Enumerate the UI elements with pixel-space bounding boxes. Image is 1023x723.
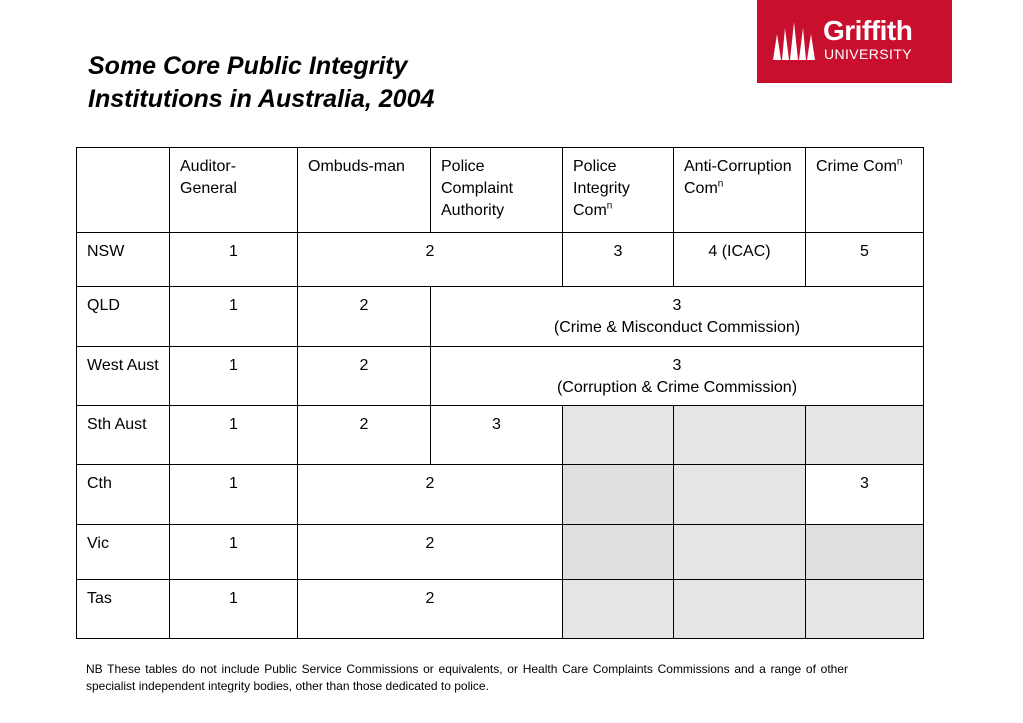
header-label: Police Integrity Com bbox=[573, 158, 630, 219]
table-cell: 4 (ICAC) bbox=[674, 233, 806, 287]
empty-shaded-cell bbox=[674, 525, 806, 580]
header-corner-cell bbox=[77, 148, 170, 233]
footnote: NB These tables do not include Public Service Commissions or equivalents, or Health Care Complaints Commissions and a range of other specialist independent integrity bodies, other than those dedicated to police. bbox=[86, 662, 848, 693]
header-ombudsman: Ombuds-man bbox=[298, 148, 431, 233]
row-label-nsw: NSW bbox=[77, 233, 170, 287]
integrity-institutions-table bbox=[76, 147, 924, 639]
empty-shaded-cell bbox=[563, 525, 674, 580]
empty-shaded-cell bbox=[806, 406, 924, 465]
table-row bbox=[77, 525, 924, 580]
table-cell: 3 bbox=[563, 233, 674, 287]
empty-shaded-cell bbox=[806, 580, 924, 639]
superscript-n: n bbox=[717, 178, 724, 190]
title-line-1: Some Core Public Integrity bbox=[88, 52, 408, 80]
flame-emblem-icon bbox=[771, 22, 817, 62]
page-title bbox=[88, 50, 688, 116]
table-cell: 1 bbox=[170, 525, 298, 580]
header-auditor-general: Auditor-General bbox=[170, 148, 298, 233]
table-cell: 2 bbox=[298, 233, 563, 287]
header-crime-com bbox=[806, 148, 924, 233]
table-cell: 2 bbox=[298, 406, 431, 465]
table-cell: 1 bbox=[170, 465, 298, 525]
empty-shaded-cell bbox=[563, 465, 674, 525]
table-cell: 1 bbox=[170, 233, 298, 287]
header-label: Anti-Corruption Com bbox=[684, 158, 792, 197]
cell-description: (Crime & Misconduct Commission) bbox=[553, 319, 801, 336]
griffith-university-logo bbox=[757, 0, 952, 83]
empty-shaded-cell bbox=[674, 580, 806, 639]
title-line-2: Institutions in Australia, 2004 bbox=[88, 85, 435, 113]
table-cell: 5 bbox=[806, 233, 924, 287]
empty-shaded-cell bbox=[563, 406, 674, 465]
table-cell: 1 bbox=[170, 580, 298, 639]
table-cell: 3 bbox=[806, 465, 924, 525]
superscript-n: n bbox=[896, 156, 903, 168]
cell-number: 3 bbox=[672, 297, 682, 314]
header-police-complaint-authority: Police Complaint Authority bbox=[431, 148, 563, 233]
header-anti-corruption-com bbox=[674, 148, 806, 233]
table-cell: 1 bbox=[170, 406, 298, 465]
cell-number: 3 bbox=[672, 357, 682, 374]
cell-description: (Corruption & Crime Commission) bbox=[556, 379, 798, 396]
row-label-tas: Tas bbox=[77, 580, 170, 639]
table-row bbox=[77, 233, 924, 287]
empty-shaded-cell bbox=[563, 580, 674, 639]
logo-name: Griffith bbox=[823, 15, 913, 46]
table-cell: 1 bbox=[170, 347, 298, 406]
empty-shaded-cell bbox=[806, 525, 924, 580]
row-label-cth: Cth bbox=[77, 465, 170, 525]
table-cell: 3 bbox=[431, 406, 563, 465]
table-cell: 1 bbox=[170, 287, 298, 347]
table-row bbox=[77, 287, 924, 347]
table-row bbox=[77, 465, 924, 525]
table-cell: 2 bbox=[298, 287, 431, 347]
row-label-vic: Vic bbox=[77, 525, 170, 580]
table-cell: 2 bbox=[298, 465, 563, 525]
table-row bbox=[77, 347, 924, 406]
table-header-row bbox=[77, 148, 924, 233]
table-row bbox=[77, 580, 924, 639]
table-cell: 2 bbox=[298, 525, 563, 580]
row-label-west-aust: West Aust bbox=[77, 347, 170, 406]
empty-shaded-cell bbox=[674, 406, 806, 465]
empty-shaded-cell bbox=[674, 465, 806, 525]
header-police-integrity-com bbox=[563, 148, 674, 233]
row-label-sth-aust: Sth Aust bbox=[77, 406, 170, 465]
table-cell bbox=[431, 347, 924, 406]
logo-subtitle: UNIVERSITY bbox=[824, 46, 913, 62]
row-label-qld: QLD bbox=[77, 287, 170, 347]
superscript-n: n bbox=[606, 200, 613, 212]
header-label: Crime Com bbox=[816, 158, 897, 175]
table-row bbox=[77, 406, 924, 465]
table-cell bbox=[431, 287, 924, 347]
table-cell: 2 bbox=[298, 580, 563, 639]
table-cell: 2 bbox=[298, 347, 431, 406]
